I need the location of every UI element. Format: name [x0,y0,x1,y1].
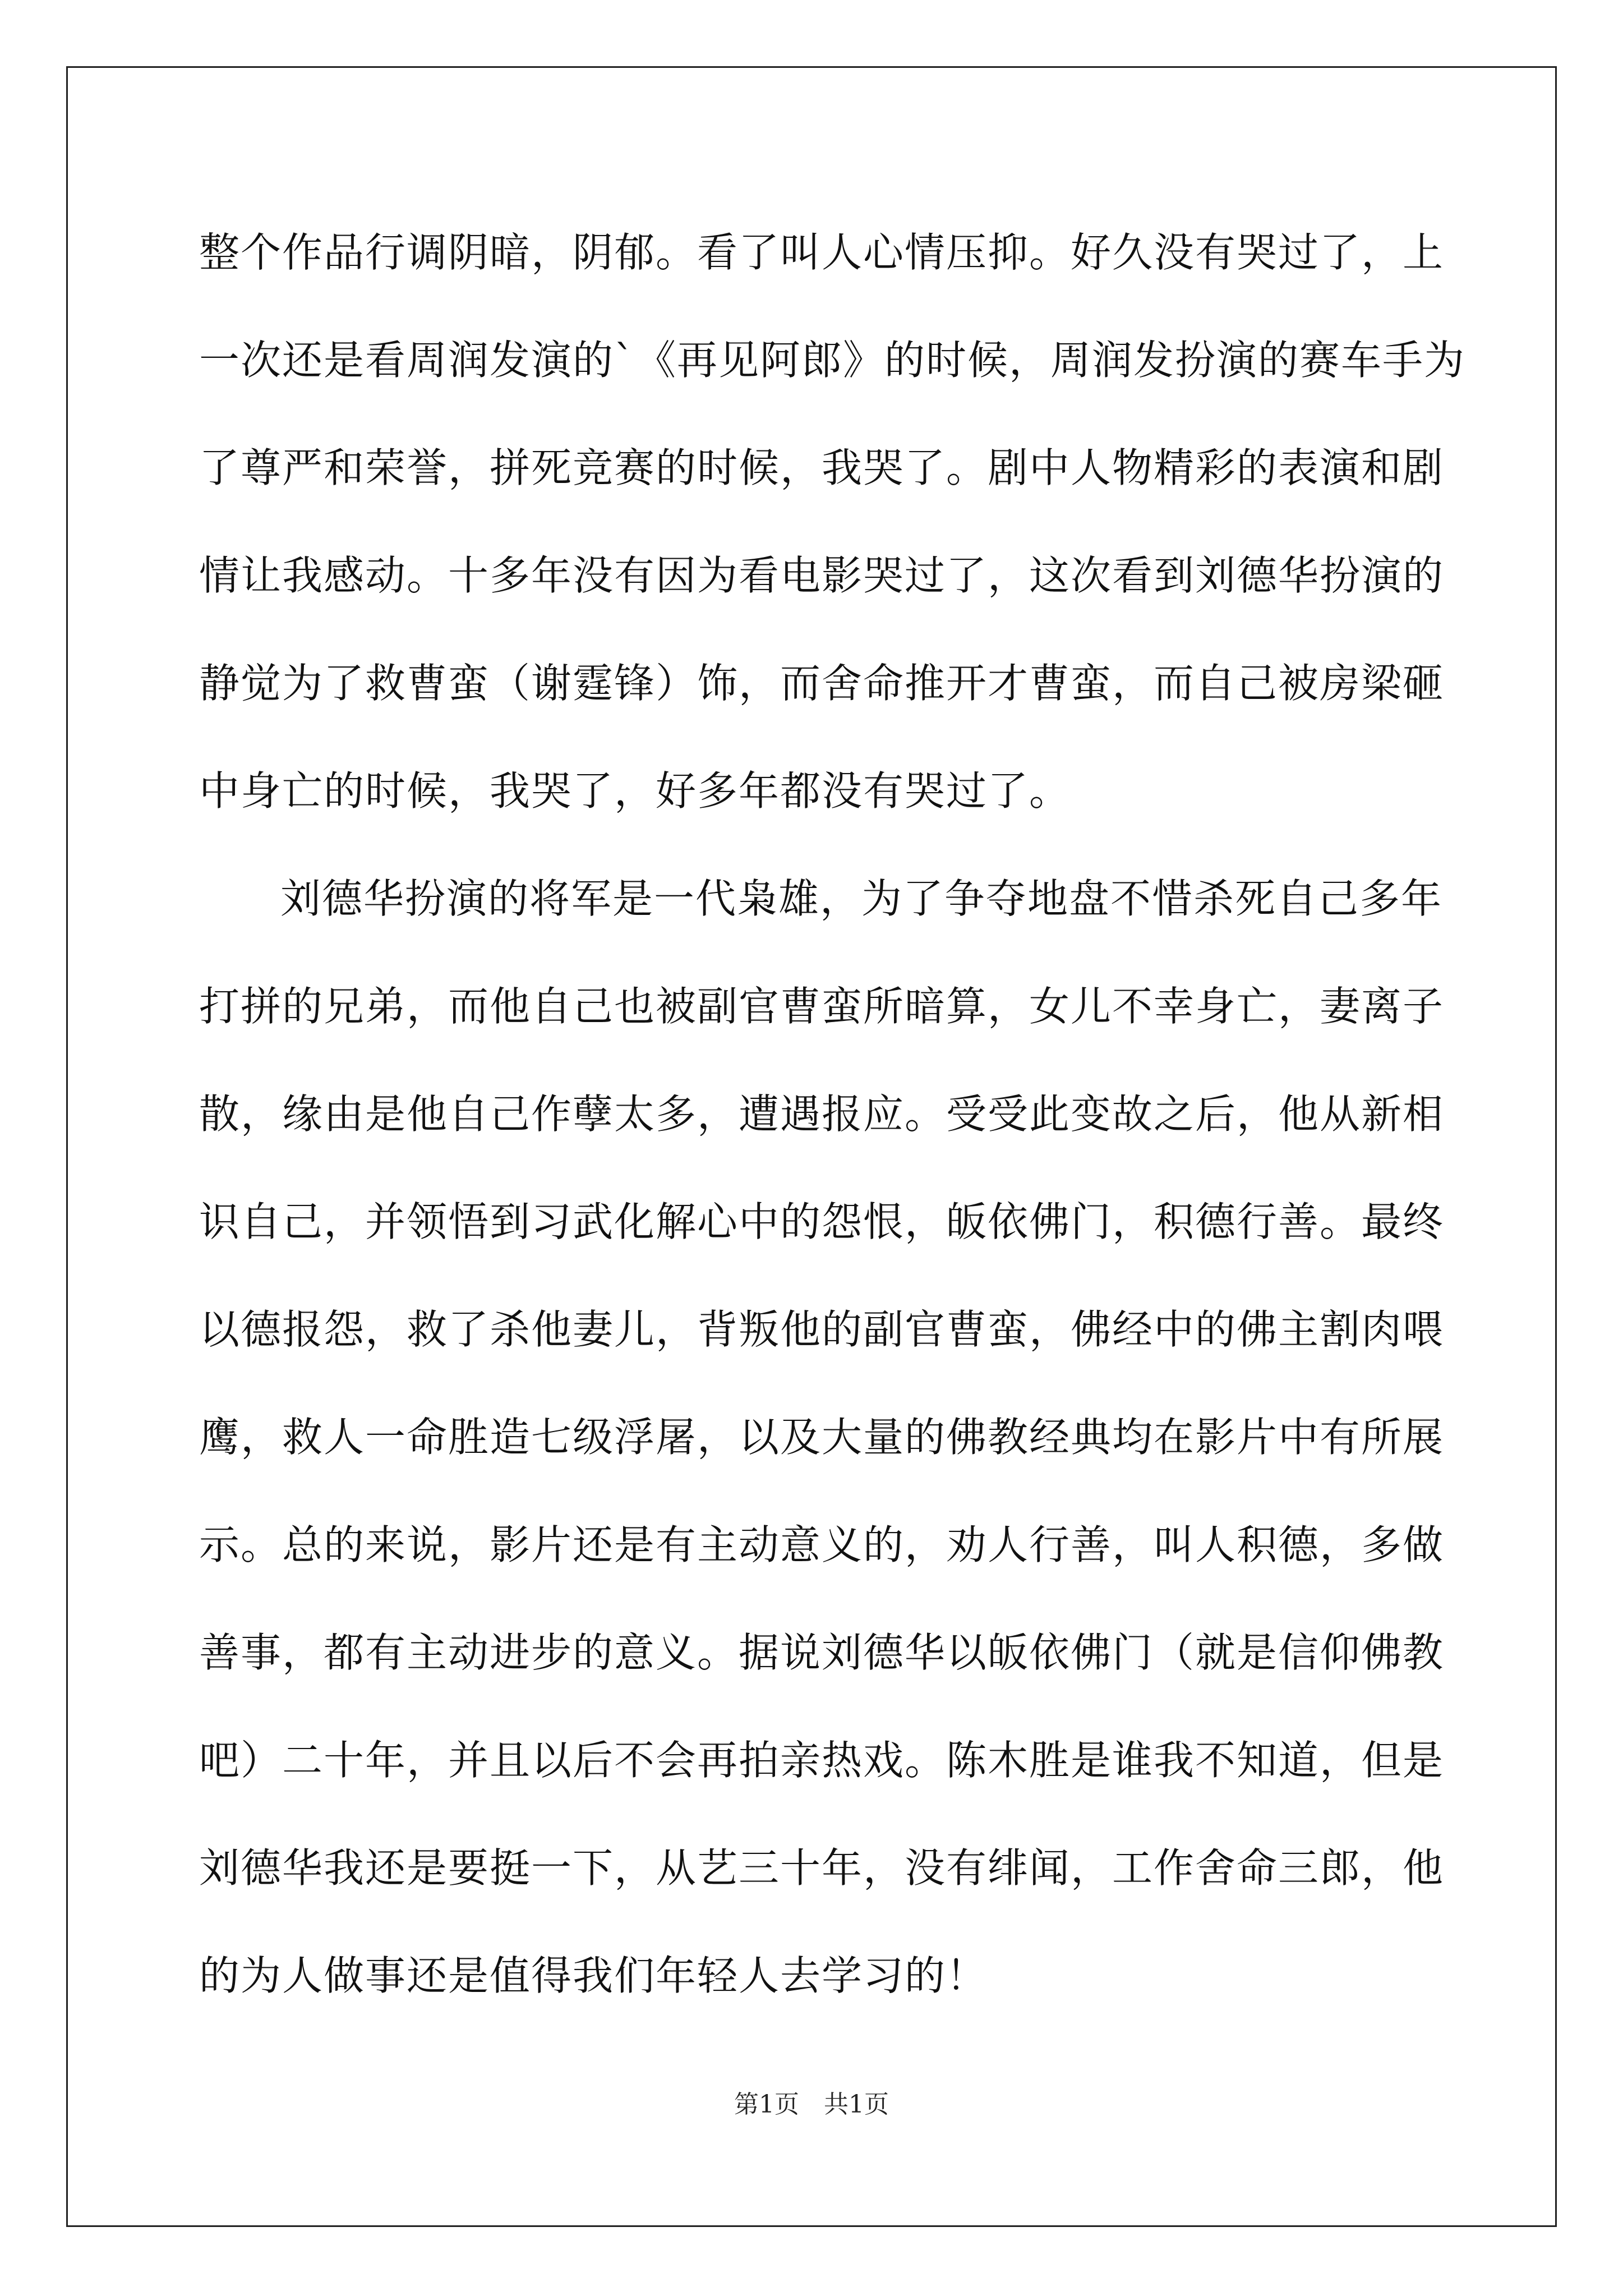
paragraph-2-line-4: 识自己，并领悟到习武化解心中的怨恨，皈依佛门，积德行善。最终 [199,1198,1445,1245]
paragraph-2-line-11: 的为人做事还是值得我们年轻人去学习的！ [199,1952,988,1999]
paragraph-2-line-1: 刘德华扮演的将军是一代枭雄，为了争夺地盘不惜杀死自己多年 [280,875,1443,922]
page-footer: 第1页 共1页 [734,2090,889,2119]
paragraph-1-line-5: 静觉为了救曹蛮（谢霆锋）饰，而舍命推开才曹蛮，而自己被房梁砸 [199,660,1445,707]
paragraph-2-line-9: 吧）二十年，并且以后不会再拍亲热戏。陈木胜是谁我不知道，但是 [199,1737,1445,1784]
paragraph-2-line-5: 以德报怨，救了杀他妻儿，背叛他的副官曹蛮，佛经中的佛主割肉喂 [199,1306,1445,1353]
paragraph-2-line-7: 示。总的来说，影片还是有主动意义的，劝人行善，叫人积德，多做 [199,1521,1445,1568]
paragraph-2-line-8: 善事，都有主动进步的意义。据说刘德华以皈依佛门（就是信仰佛教 [199,1629,1445,1676]
paragraph-1-line-6: 中身亡的时候，我哭了，好多年都没有哭过了。 [199,767,1071,815]
paragraph-2-line-2: 打拼的兄弟，而他自己也被副官曹蛮所暗算，女儿不幸身亡，妻离子 [199,983,1445,1030]
paragraph-1-line-1: 整个作品行调阴暗，阴郁。看了叫人心情压抑。好久没有哭过了，上 [199,229,1445,276]
paragraph-2-line-6: 鹰，救人一命胜造七级浮屠，以及大量的佛教经典均在影片中有所展 [199,1414,1445,1461]
paragraph-2-line-10: 刘德华我还是要挺一下，从艺三十年，没有绯闻，工作舍命三郎，他 [199,1844,1445,1892]
paragraph-2-line-3: 散，缘由是他自己作孽太多，遭遇报应。受受此变故之后，他从新相 [199,1091,1445,1138]
paragraph-1-line-2: 一次还是看周润发演的`《再见阿郎》的时候，周润发扮演的赛车手为 [199,337,1466,384]
paragraph-1-line-3: 了尊严和荣誉，拼死竞赛的时候，我哭了。剧中人物精彩的表演和剧 [199,444,1445,491]
paragraph-1-line-4: 情让我感动。十多年没有因为看电影哭过了，这次看到刘德华扮演的 [199,552,1445,599]
